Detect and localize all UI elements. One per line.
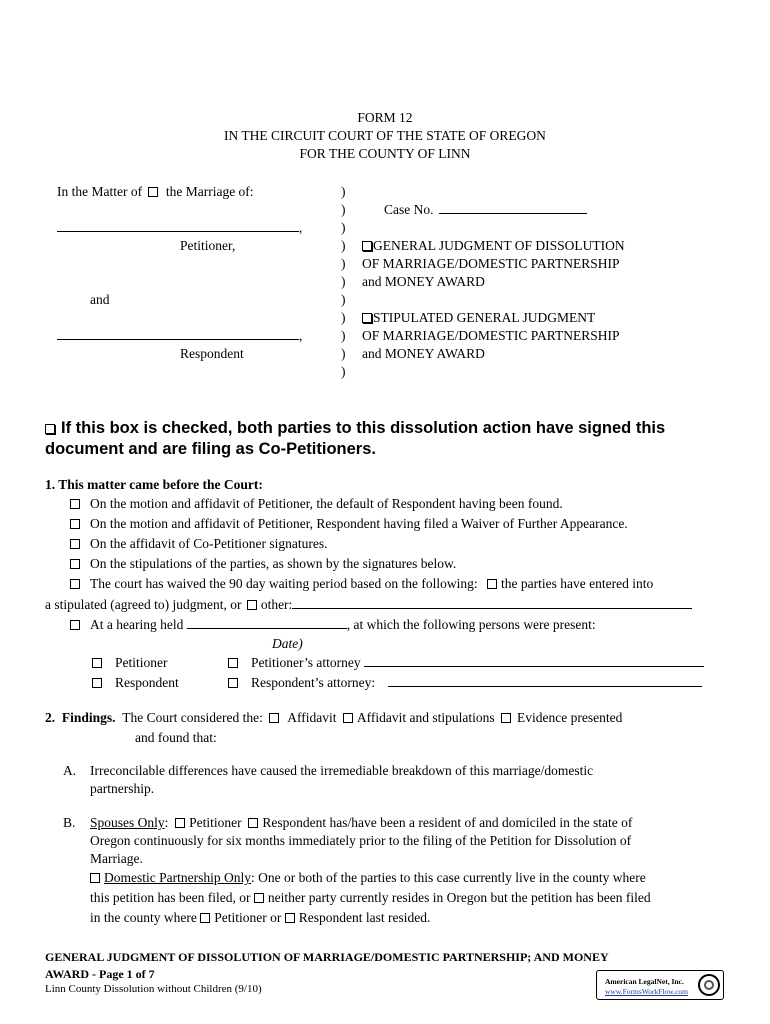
matter-checkbox[interactable] (148, 187, 158, 197)
county-name: FOR THE COUNTY OF LINN (299, 146, 471, 161)
paren: ) (341, 256, 346, 271)
waived-text: The court has waived the 90 day waiting period based on the following: (90, 576, 478, 591)
domestic-partnership-line1 (90, 870, 646, 887)
present-respondent-attorney (228, 675, 702, 692)
section1-item-checkbox[interactable] (70, 559, 80, 569)
petitioner-name-field[interactable] (57, 220, 302, 237)
section1-item-label: On the motion and affidavit of Petitioner, the default of Respondent having been found. (90, 496, 563, 511)
dp-line3b: Petitioner or (214, 910, 282, 925)
finding-a-line1: Irreconcilable differences have caused the irremediable breakdown of this marriage/domestic (90, 763, 594, 778)
section1-item-checkbox[interactable] (70, 499, 80, 509)
domestic-partnership-line2 (90, 890, 651, 907)
footer-title-line2: AWARD - Page 1 of 7 (45, 967, 155, 981)
finding-b-line1 (90, 815, 632, 832)
domestic-partnership-line3 (90, 910, 430, 927)
option2-line1: STIPULATED GENERAL JUDGMENT (373, 310, 596, 325)
dp-line2a: this petition has been filed, or (90, 890, 251, 905)
copetitioner-checkbox[interactable] (45, 424, 55, 434)
finding-a-line2: partnership. (90, 781, 155, 796)
evidence-label: Evidence presented (517, 710, 623, 725)
paren: ) (341, 238, 346, 253)
option2-line3: and MONEY AWARD (362, 346, 485, 361)
section1-item-label: On the stipulations of the parties, as shown by the signatures below. (90, 556, 457, 571)
option1-line2: OF MARRIAGE/DOMESTIC PARTNERSHIP (362, 256, 620, 271)
paren: ) (341, 292, 346, 307)
paren: ) (341, 220, 346, 235)
domestic-partnership-checkbox[interactable] (90, 873, 100, 883)
matter-line (57, 184, 254, 201)
waived-cont-line (45, 597, 692, 614)
finding-b-line2: Oregon continuously for six months immediately prior to the filing of the Petition for Dissolution of (90, 833, 632, 848)
globe-icon (698, 974, 720, 996)
b-petitioner-label: Petitioner (189, 815, 242, 830)
company-url[interactable]: www.FormsWorkFlow.com (605, 987, 689, 996)
waived-option1: the parties have entered into (501, 576, 654, 591)
other-field[interactable] (292, 607, 692, 609)
dp-text: : One or both of the parties to this case currently live in the county where (250, 870, 646, 885)
company-name: American LegalNet, Inc. (605, 977, 684, 986)
respondent-attorney-label: Respondent’s attorney: (251, 675, 376, 690)
respondent-label: Respondent (180, 346, 244, 361)
section1-heading: 1. This matter came before the Court: (45, 477, 263, 492)
colon: : (164, 815, 169, 830)
paren: ) (341, 184, 346, 199)
considered-text: The Court considered the: (122, 710, 263, 725)
last-resided-respondent-checkbox[interactable] (285, 913, 295, 923)
option2-line2: OF MARRIAGE/DOMESTIC PARTNERSHIP (362, 328, 620, 343)
paren: ) (341, 364, 346, 379)
respondent-attorney-field[interactable] (388, 685, 702, 687)
affidavit-stipulations-label: Affidavit and stipulations (356, 710, 495, 725)
b-respondent-text: Respondent has/have been a resident of and domiciled in the state of (262, 815, 633, 830)
petitioner-attorney-field[interactable] (364, 665, 704, 667)
section1-item (70, 516, 628, 533)
evidence-checkbox[interactable] (501, 713, 511, 723)
section2-heading: 2. Findings. The Court considered the: Affidavit Affidavit and stipulations Evidence presented (45, 710, 623, 725)
hearing-date-field[interactable] (187, 627, 347, 629)
last-resided-petitioner-checkbox[interactable] (200, 913, 210, 923)
hearing-line (70, 617, 596, 634)
other-label: other: (260, 597, 293, 612)
general-judgment-checkbox[interactable] (362, 241, 372, 251)
finding-b-line3: Marriage. (90, 851, 143, 866)
section1-item (70, 536, 327, 553)
footer-subtitle: Linn County Dissolution without Children (9/10) (45, 983, 262, 995)
waived-cont: a stipulated (agreed to) judgment, or (45, 597, 242, 612)
present-petitioner-checkbox[interactable] (92, 658, 102, 668)
legalnet-logo (596, 970, 724, 1000)
present-respondent-checkbox[interactable] (92, 678, 102, 688)
section1-item-label: On the affidavit of Co-Petitioner signatures. (90, 536, 328, 551)
finding-a-label: A. (63, 763, 77, 778)
form-number: FORM 12 (357, 110, 413, 125)
present-petitioner-label: Petitioner (115, 655, 168, 670)
waived-checkbox[interactable] (70, 579, 80, 589)
paren: ) (341, 346, 346, 361)
affidavit-label: Affidavit (287, 710, 337, 725)
paren: ) (341, 202, 346, 217)
general-judgment-option (362, 238, 625, 255)
section2-number: 2 (45, 710, 52, 725)
spouses-only-label: Spouses Only (90, 815, 165, 830)
matter-suffix: the Marriage of: (165, 184, 254, 199)
found-text: and found that: (135, 730, 217, 745)
matter-prefix: In the Matter of (57, 184, 143, 199)
case-no-label: Case No. (384, 202, 434, 217)
stipulated-judgment-option-checkbox[interactable] (487, 579, 497, 589)
paren: ) (341, 310, 346, 325)
paren: ) (341, 328, 346, 343)
copetitioner-line1 (45, 418, 665, 439)
waived-line (70, 576, 653, 593)
footer-title-line1: GENERAL JUDGMENT OF DISSOLUTION OF MARRIAGE/DOMESTIC PARTNERSHIP; AND MONEY (45, 950, 609, 964)
present-respondent-label: Respondent (115, 675, 179, 690)
dp-line3a: in the county where (90, 910, 197, 925)
option1-line3: and MONEY AWARD (362, 274, 485, 289)
domestic-partnership-label: Domestic Partnership Only (104, 870, 251, 885)
neither-party-checkbox[interactable] (254, 893, 264, 903)
dp-line3c: Respondent last resided. (298, 910, 431, 925)
hearing-checkbox[interactable] (70, 620, 80, 630)
affidavit-stipulations-checkbox[interactable] (343, 713, 353, 723)
present-petitioner (92, 655, 168, 672)
petitioner-attorney-label: Petitioner’s attorney (251, 655, 361, 670)
dp-line2b: neither party currently resides in Oregon but the petition has been filed (267, 890, 651, 905)
and-label: and (90, 292, 110, 307)
section1-item-label: On the motion and affidavit of Petitioner, Respondent having filed a Waiver of Further Appearance. (90, 516, 628, 531)
affidavit-checkbox[interactable] (269, 713, 279, 723)
section2-title: Findings. (61, 710, 116, 725)
present-respondent (92, 675, 179, 692)
respondent-name-field[interactable] (57, 328, 302, 345)
other-checkbox[interactable] (247, 600, 257, 610)
paren: ) (341, 274, 346, 289)
stipulated-judgment-option (362, 310, 595, 327)
copetitioner-text: If this box is checked, both parties to this dissolution action have signed this (61, 419, 666, 437)
present-respondent-attorney-checkbox[interactable] (228, 678, 238, 688)
case-number-field[interactable] (439, 212, 587, 214)
b-respondent-checkbox[interactable] (248, 818, 258, 828)
present-petitioner-attorney (228, 655, 704, 672)
section1-item (70, 496, 563, 513)
case-number-line (384, 202, 587, 219)
copetitioner-line2: document and are filing as Co-Petitioners. (45, 440, 376, 458)
finding-b-label: B. (63, 815, 76, 830)
comma: , (299, 328, 303, 343)
section1-item-checkbox[interactable] (70, 539, 80, 549)
court-name: IN THE CIRCUIT COURT OF THE STATE OF OREGON (224, 128, 546, 143)
petitioner-label: Petitioner, (180, 238, 236, 253)
hearing-text: At a hearing held (90, 617, 184, 632)
hearing-after: , at which the following persons were present: (346, 617, 596, 632)
date-label: Date) (272, 636, 303, 651)
present-petitioner-attorney-checkbox[interactable] (228, 658, 238, 668)
option1-line1: GENERAL JUDGMENT OF DISSOLUTION (373, 238, 625, 253)
section1-item-checkbox[interactable] (70, 519, 80, 529)
section1-item (70, 556, 456, 573)
stipulated-judgment-checkbox[interactable] (362, 313, 372, 323)
comma: , (299, 220, 303, 235)
b-petitioner-checkbox[interactable] (175, 818, 185, 828)
